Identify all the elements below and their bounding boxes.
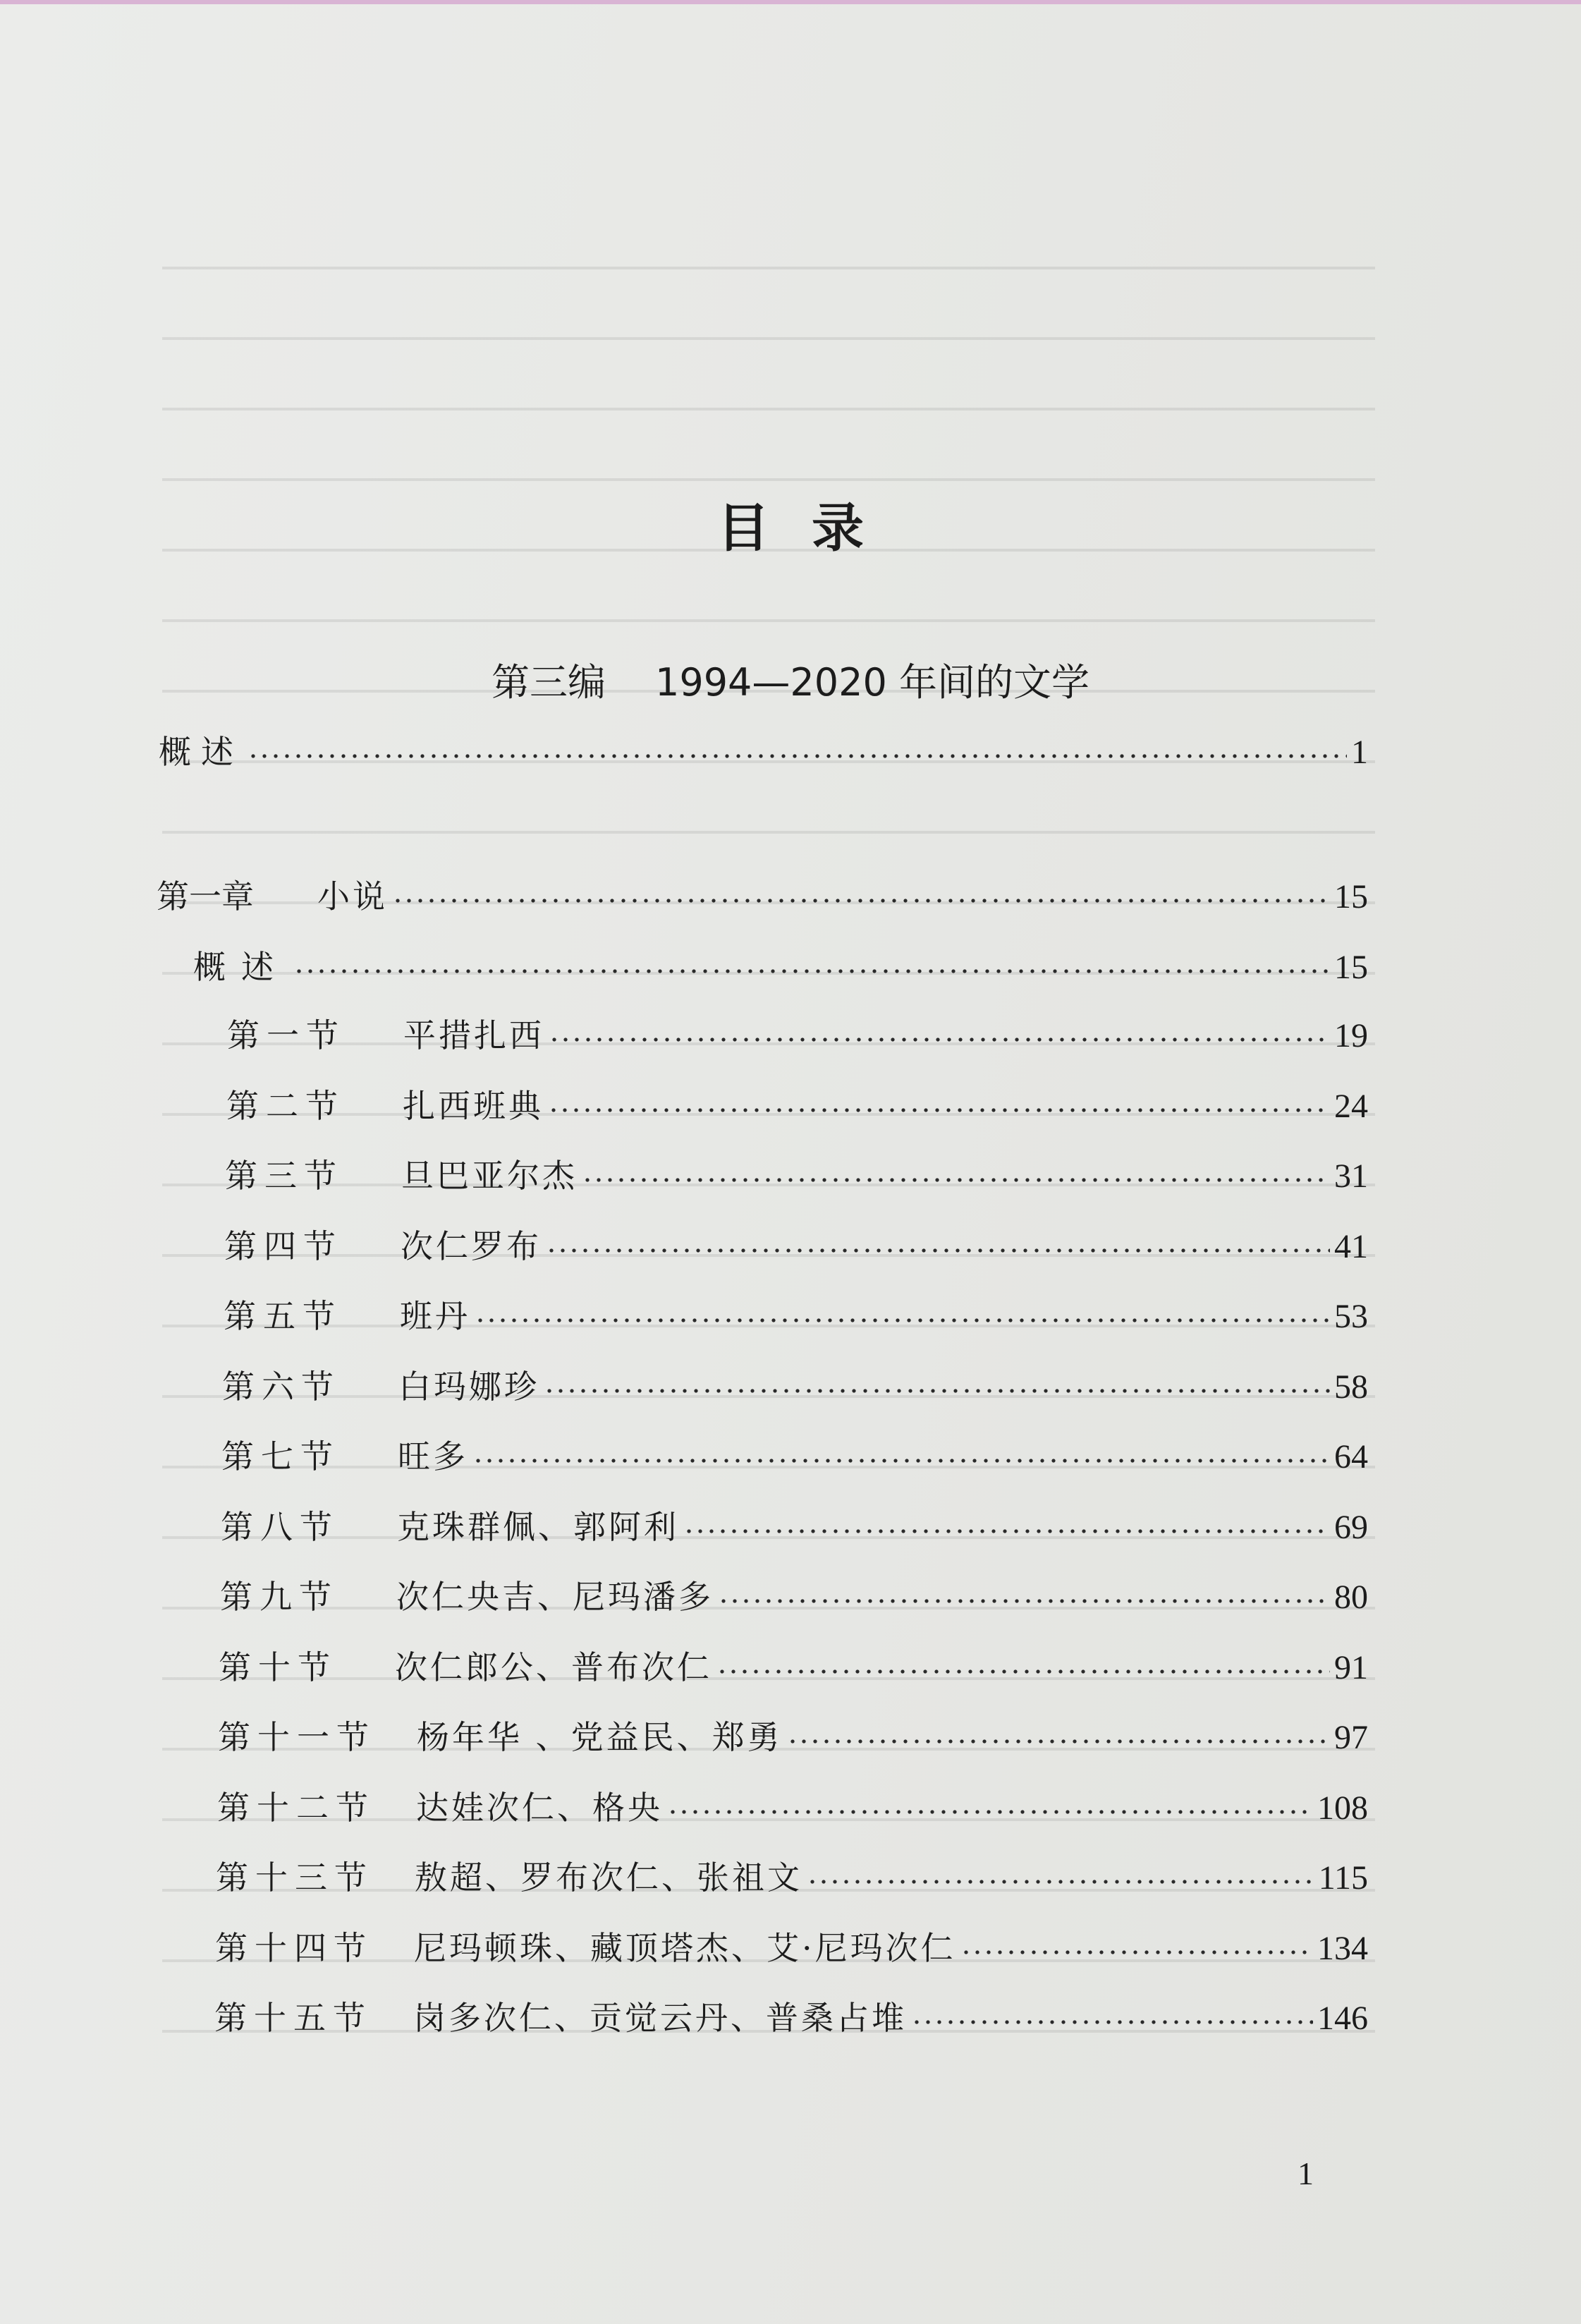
section-page: 146 [1317, 2000, 1368, 2037]
section-name: 次仁罗布 [401, 1227, 542, 1265]
section-name: 敖超、罗布次仁、张祖文 [415, 1858, 802, 1897]
toc-title: 目录 [717, 498, 906, 559]
section-label: 第十四节 [215, 1929, 373, 1967]
toc-entry-chapter [157, 871, 1368, 913]
toc-entry-section [221, 1431, 1368, 1476]
section-name: 次仁央吉、尼玛潘多 [396, 1578, 714, 1616]
entry-label: 概述 [159, 733, 243, 771]
toc-entry-section [218, 1712, 1368, 1754]
part-title [0, 652, 1581, 707]
section-label: 第六节 [222, 1368, 341, 1406]
toc-entry-section [226, 1081, 1368, 1123]
leader-dots [960, 1949, 1313, 1955]
leader-dots [582, 1177, 1330, 1183]
section-name: 次仁郎公、普布次仁 [395, 1648, 712, 1686]
section-name: 达娃次仁、格央 [416, 1789, 663, 1827]
toc-entry-section [224, 1221, 1368, 1263]
section-name: 克珠群佩、郭阿利 [397, 1508, 679, 1546]
section-label: 第十节 [219, 1648, 337, 1686]
section-page: 64 [1334, 1438, 1368, 1476]
section-name: 平措扎西 [403, 1016, 544, 1054]
section-page: 91 [1334, 1649, 1368, 1686]
leader-dots [911, 2019, 1313, 2025]
section-page: 108 [1317, 1789, 1368, 1827]
leader-dots [248, 753, 1347, 759]
section-page: 80 [1334, 1578, 1368, 1616]
toc-entry-section [221, 1502, 1368, 1544]
section-name: 扎西班典 [403, 1087, 544, 1125]
entry-label: 概述 [193, 948, 289, 986]
toc-entry-section [227, 1010, 1368, 1052]
leader-dots [716, 1669, 1330, 1674]
leader-dots [667, 1809, 1313, 1815]
section-page: 24 [1334, 1088, 1368, 1125]
section-page: 97 [1334, 1719, 1368, 1756]
section-page: 19 [1334, 1017, 1368, 1054]
section-label: 第一节 [227, 1016, 346, 1054]
leader-dots [293, 968, 1330, 974]
leader-dots [787, 1739, 1330, 1744]
entry-page: 15 [1334, 949, 1368, 986]
toc-entry-section [222, 1361, 1368, 1404]
section-name: 旦巴亚尔杰 [401, 1157, 578, 1195]
leader-dots [807, 1879, 1314, 1885]
section-page: 41 [1334, 1228, 1368, 1265]
section-page: 53 [1334, 1298, 1368, 1335]
section-page: 134 [1317, 1930, 1368, 1967]
toc-entry-section [220, 1571, 1368, 1614]
section-page: 69 [1334, 1509, 1368, 1546]
section-label: 第十三节 [216, 1858, 374, 1897]
section-name: 岗多次仁、贡觉云丹、普桑占堆 [413, 1999, 907, 2037]
section-name: 旺多 [398, 1437, 468, 1476]
section-label: 第二节 [226, 1087, 345, 1125]
section-name: 尼玛顿珠、藏顶塔杰、艾·尼玛次仁 [414, 1929, 956, 1967]
section-label: 第五节 [224, 1297, 342, 1335]
leader-dots [718, 1598, 1330, 1604]
leader-dots [392, 898, 1330, 904]
section-name: 班丹 [400, 1297, 470, 1335]
section-label: 第三节 [225, 1157, 343, 1195]
leader-dots [475, 1318, 1330, 1323]
leader-dots [548, 1107, 1330, 1113]
section-label: 第十一节 [218, 1718, 376, 1756]
section-page: 115 [1318, 1859, 1368, 1897]
entry-label: 第一章 [157, 877, 254, 915]
toc-entry-section [217, 1782, 1368, 1825]
toc-entry-section [214, 1993, 1368, 2035]
toc-entry-section [224, 1291, 1368, 1333]
section-label: 第十二节 [217, 1789, 375, 1827]
leader-dots [546, 1248, 1330, 1253]
part-text: 1994—2020 年间的文学 [654, 660, 1090, 705]
section-label: 第七节 [221, 1437, 340, 1476]
toc-entry-section [216, 1852, 1368, 1897]
toc-entry-chapter-overview [193, 942, 1368, 984]
section-label: 第四节 [224, 1227, 343, 1265]
leader-dots [472, 1458, 1330, 1464]
entry-page: 1 [1351, 734, 1368, 771]
part-label: 第三编 [491, 660, 606, 705]
page-number: 1 [1298, 2155, 1314, 2191]
section-page: 31 [1334, 1157, 1368, 1195]
toc-entry-section [225, 1150, 1368, 1193]
leader-dots [544, 1388, 1330, 1394]
section-label: 第十五节 [214, 1999, 372, 2037]
toc-entry-section [215, 1923, 1368, 1965]
leader-dots [683, 1528, 1330, 1534]
toc-entry-overview [159, 726, 1368, 769]
section-label: 第九节 [220, 1578, 338, 1616]
toc-entry-section [219, 1642, 1368, 1684]
entry-name: 小说 [317, 877, 388, 915]
entry-page: 15 [1334, 878, 1368, 915]
section-label: 第八节 [221, 1508, 339, 1546]
leader-dots [549, 1037, 1330, 1042]
page-top-edge [0, 0, 1581, 4]
section-name: 白玛娜珍 [398, 1368, 539, 1406]
section-page: 58 [1334, 1368, 1368, 1406]
section-name: 杨年华 、党益民、郑勇 [417, 1718, 783, 1756]
